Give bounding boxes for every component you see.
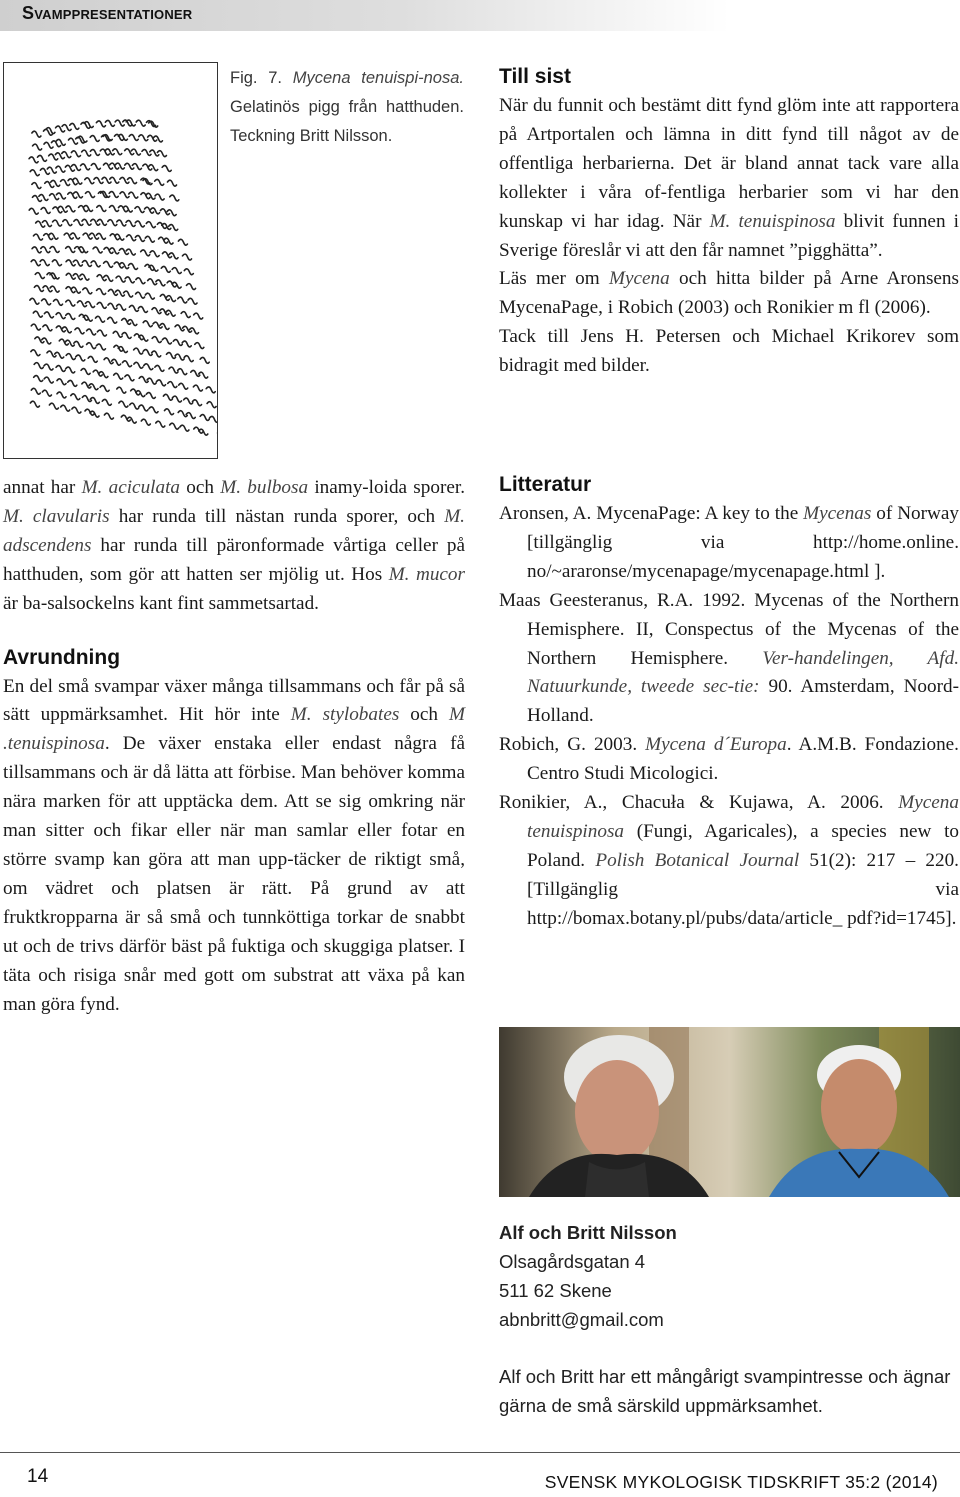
drawing-strand (96, 121, 139, 423)
spine-drawing-illustration (4, 63, 217, 458)
figure-caption: Fig. 7. Mycena tenuispi-nosa. Gelatinös pigg från hatthuden. Teckning Britt Nilsson. (230, 69, 464, 145)
section-header (0, 0, 730, 31)
read-more-paragraph: Läs mer om Mycena och hitta bilder på Arne Aronsens MycenaPage, i Robich (2003) och Ronikier m fl (2006). (499, 268, 959, 319)
author-city: 511 62 Skene (499, 1280, 612, 1301)
right-column-top (499, 62, 959, 381)
author-email[interactable]: abnbritt@gmail.com (499, 1309, 664, 1330)
page-number: 14 (27, 1466, 49, 1487)
authors-photo (499, 1027, 960, 1197)
author-names: Alf och Britt Nilsson (499, 1222, 677, 1243)
heading-avrundning: Avrundning (3, 645, 121, 669)
heading-litteratur: Litteratur (499, 473, 592, 496)
species-paragraph: annat har M. aciculata och M. bulbosa inamy-loida sporer. M. clavularis har runda till nästan runda sporer, och M. adscendens har runda till päronformade vårtiga celler på hatthuden, som gör att hatten ser mjölig ut. Hos M. mucor är ba-salsockelns kant fint sammetsartad. (3, 477, 465, 614)
drawing-strand (147, 121, 210, 436)
footer-divider (0, 1452, 960, 1453)
avrundning-paragraph: En del små svampar växer många tillsammans och får på så sätt uppmärksamhet. Hit hör inte M. stylobates och M .tenuispinosa. De växer enstaka eller endast några få tillsammans och är då lätta att förbise. Man behöver komma nära marken för att upptäcka dem. Att se sig omkring när man sitter och fikar eller när man samlar eller fotar en större svamp kan göra att man upp-täcker de riktigt små, om vädret och platsen är rätt. På grund av att fruktkropparna är så små och tunnköttiga torkar de snabbt ut och de trivs därför bäst på fuktiga och skuggiga platser. I täta och risiga snår med gott om substrat att växa på kan man göra fynd. (3, 675, 465, 1015)
reference-item: Aronsen, A. MycenaPage: A key to the Mycenas of Norway [tillgänglig via http://home.online. no/~araronse/mycenapage/mycenapage.html ]. (499, 503, 959, 582)
drawing-strand (136, 120, 203, 433)
thanks-paragraph: Tack till Jens H. Petersen och Michael Krikorev som bidragit med bilder. (499, 326, 959, 377)
figure-drawing (3, 62, 218, 459)
reference-item: Ronikier, A., Chacuła & Kujawa, A. 2006. Mycena tenuispinosa (Fungi, Agaricales), a species new to Poland. Polish Botanical Journal 51(2): 217 – 220. [Tillgänglig via http://bomax.botany.pl/pubs/data/article_ pdf?id=1745]. (499, 792, 959, 929)
drawing-strand (29, 131, 45, 407)
till-sist-paragraph: När du funnit och bestämt ditt fynd glöm inte att rapportera på Artportalen och lämna in ditt fynd till något av de offentliga herbarierna. Det är bland annat tack vare alla kollekter i våra of-fentliga herbarier som vi har den kunskap vi har idag. När M. tenuispinosa blivit funnen i Sverige föreslår vi att den får namnet ”pigghätta”. (499, 95, 959, 261)
journal-name: SVENSK MYKOLOGISK TIDSKRIFT 35:2 (2014) (544, 1472, 938, 1492)
author-street: Olsagårdsgatan 4 (499, 1251, 646, 1272)
author-bio: Alf och Britt har ett mångårigt svampintresse och ägnar gärna de små särskild uppmärksamhet. (499, 1366, 951, 1416)
literature-section (499, 470, 959, 934)
section-title: Svamppresentationer (22, 3, 193, 23)
authors-photo-illustration (499, 1027, 960, 1197)
left-column (3, 474, 465, 1019)
reference-item: Robich, G. 2003. Mycena d´Europa. A.M.B. Fondazione. Centro Studi Micologici. (499, 734, 959, 785)
author-contact (499, 1218, 959, 1420)
heading-till-sist: Till sist (499, 65, 571, 88)
reference-item: Maas Geesteranus, R.A. 1992. Mycenas of the Northern Hemisphere. II, Conspectus of the Mycenas of the Northern Hemisphere. Ver-handelingen, Afd. Natuurkunde, tweede sec-tie: 90. Amsterdam, Noord-Holland. (499, 589, 959, 727)
drawing-strand (149, 121, 217, 437)
